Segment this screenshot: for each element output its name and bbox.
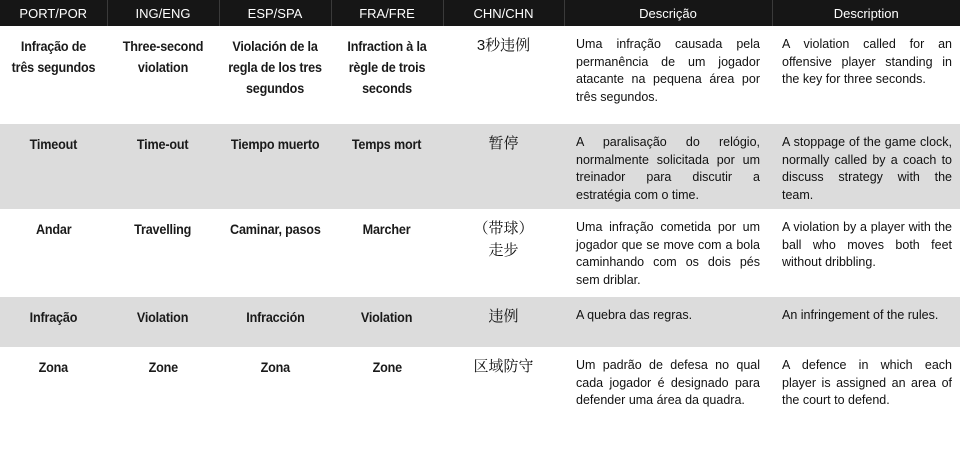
desc-pt: Uma infração cometida por um jogador que se move com a bola caminhando com os dois pés sem driblar. (576, 220, 760, 287)
term-spa: Infracción (219, 297, 331, 347)
header-description: Description (772, 0, 960, 26)
table-row (0, 347, 960, 429)
term-fra: Temps mort (331, 124, 443, 209)
desc-pt: A paralisação do relógio, normalmente solicitada por um treinador para discutir a estratégia com o time. (564, 124, 772, 209)
table-row (0, 209, 960, 297)
header-descricao: Descrição (564, 0, 772, 26)
term-fra: Marcher (363, 221, 411, 237)
header-eng: ING/ENG (107, 0, 219, 26)
term-eng: Three-second violation (122, 38, 204, 75)
term-eng: Time-out (107, 124, 219, 209)
desc-en: A defence in which each player is assigned an area of the court to defend. (782, 358, 952, 407)
table-row (0, 26, 960, 124)
desc-pt: Um padrão de defesa no qual cada jogador é designado para defender uma área da quadra. (576, 358, 760, 407)
term-eng: Violation (107, 297, 219, 347)
header-chn: CHN/CHN (443, 0, 564, 26)
term-spa: Violación de la regla de los tres segundos (228, 38, 322, 96)
header-spa: ESP/SPA (219, 0, 331, 26)
term-fra: Zone (372, 359, 402, 375)
term-eng: Travelling (134, 221, 192, 237)
term-chn: 违例 (443, 297, 564, 347)
header-por: PORT/POR (0, 0, 107, 26)
term-fra: Violation (331, 297, 443, 347)
term-chn: 区域防守 (473, 358, 534, 375)
desc-pt: A quebra das regras. (564, 297, 772, 347)
term-por: Timeout (0, 124, 107, 209)
term-chn: 暂停 (443, 124, 564, 209)
table-row (0, 124, 960, 209)
desc-en: A stoppage of the game clock, normally called by a coach to discuss strategy with the team. (772, 124, 960, 209)
term-spa: Zona (260, 359, 290, 375)
term-fra: Infraction à la règle de trois seconds (347, 38, 427, 96)
desc-pt: Uma infração causada pela permanência de um jogador atacante na pequena área por três segundos. (576, 37, 760, 104)
term-por: Andar (35, 221, 72, 237)
header-row (0, 0, 960, 26)
term-por: Infração de três segundos (11, 38, 96, 75)
table-row (0, 297, 960, 347)
term-spa: Tiempo muerto (219, 124, 331, 209)
desc-en: An infringement of the rules. (772, 297, 960, 347)
term-spa: Caminar, pasos (229, 221, 321, 237)
term-chn: 3秒违例 (476, 37, 531, 54)
term-por: Infração (0, 297, 107, 347)
header-fra: FRA/FRE (331, 0, 443, 26)
term-por: Zona (38, 359, 69, 375)
term-chn: （带球）走步 (473, 220, 534, 259)
desc-en: A violation by a player with the ball who moves both feet without dribbling. (782, 220, 952, 269)
term-eng: Zone (148, 359, 178, 375)
desc-en: A violation called for an offensive player standing in the key for three seconds. (782, 37, 952, 86)
